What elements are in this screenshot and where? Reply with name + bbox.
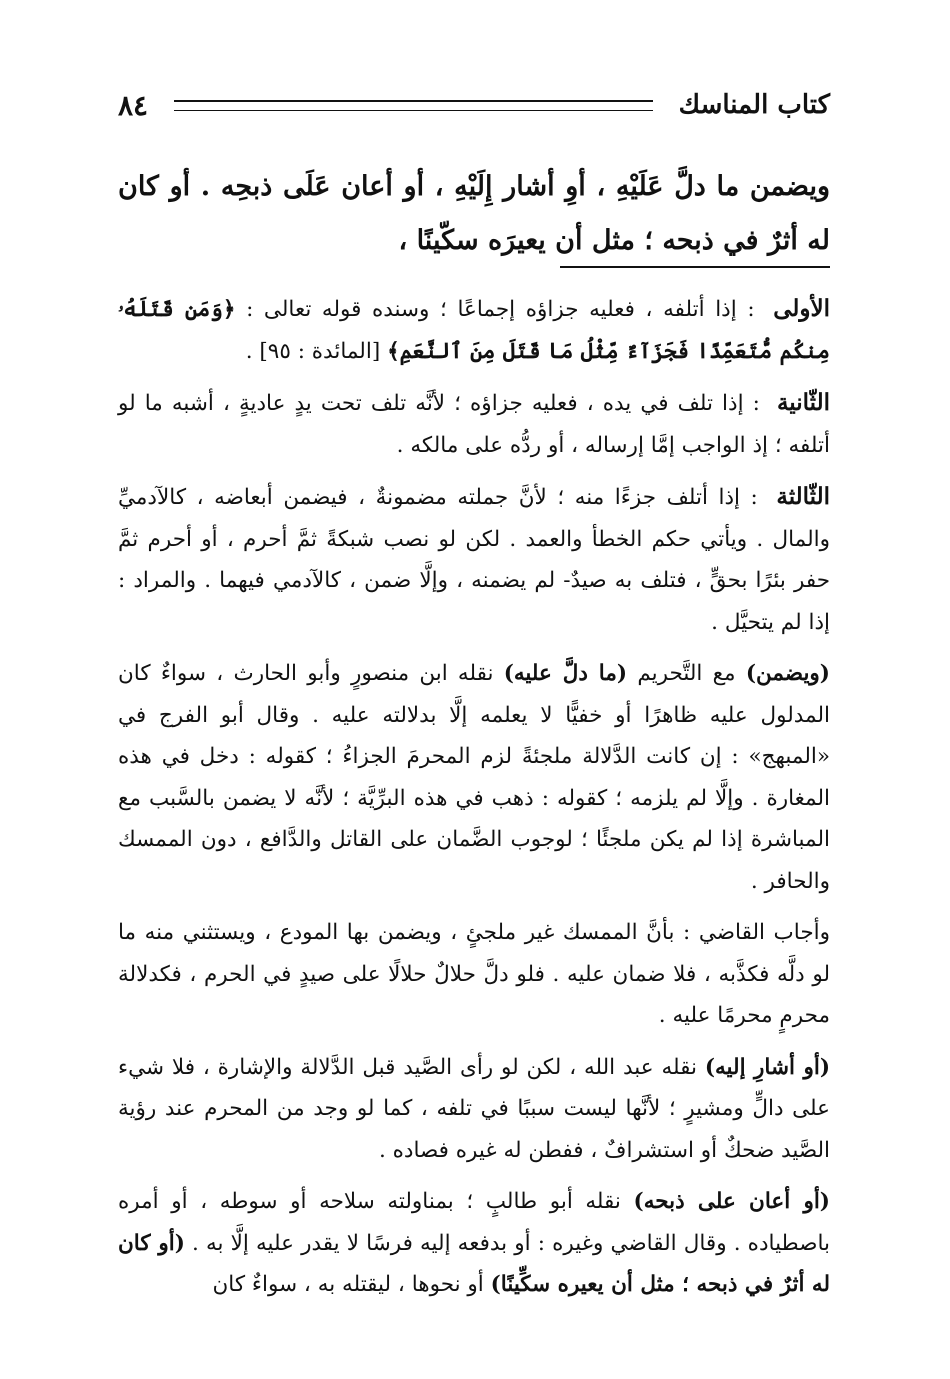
paragraph-qadi: [118, 912, 830, 1037]
quran-verse: ﴿وَمَن قَتَلَهُۥ مِنكُم مُّتَعَمِّدًا فَجَزَآءٌ مِّثْلُ مَا قَتَلَ مِنَ ٱلنَّعَمِ﴾: [118, 297, 830, 364]
paragraph-text: مع التَّحريم: [637, 661, 736, 686]
quoted-matn: (أو أعان على ذبحه): [633, 1189, 830, 1214]
quoted-matn: (أو كان له أثرٌ في ذبحه ؛ مثل أن يعيره سكِّينًا): [118, 1230, 830, 1297]
verse-reference: [المائدة : ٩٥] .: [245, 338, 381, 364]
header-rule: [174, 100, 653, 111]
paragraph-lead: الثّالثة: [776, 483, 830, 510]
running-header: [118, 80, 830, 130]
quoted-matn: (ما دلَّ عليه): [503, 661, 628, 686]
paragraph-first: [118, 288, 830, 372]
paragraph-lead: الثّانية: [776, 389, 830, 416]
paragraph-yadmanu: [118, 653, 830, 902]
matn-line-2: في ذبحه ؛ مثل أن يعيرَه سكّينًا ،: [398, 225, 759, 256]
paragraph-text: وأجاب القاضي : بأنَّ الممسك غير ملجئٍ ، ويضمن بها المودع ، ويستثني منه ما لو دلَّه فكذَّبه ، فلا ضمان عليه . فلو دلَّ حلالٌ حلالًا على صيدٍ في الحرم ، فكدلالة محرمٍ محرمًا عليه .: [118, 920, 830, 1028]
paragraph-text: : إذا تلف في يده ، فعليه جزاؤه ؛ لأنَّه تلف تحت يدٍ عاديةٍ ، أشبه ما لو أتلفه ؛ إذ الواجب إمَّا إرساله ، أو ردُّه على مالكه .: [118, 391, 830, 458]
paragraph-text: أو نحوها ، ليقتله به ، سواءٌ كان: [212, 1272, 484, 1297]
paragraph-text: نقله ابن منصورٍ وأبو الحارث ، سواءٌ كان المدلول عليه ظاهرًا أو خفيًّا لا يعلمه إلَّا بدلالته عليه . وقال أبو الفرج في «المبهج» : إن كانت الدَّلالة ملجئةً لزم المحرمَ الجزاءُ ؛ كقوله : دخل في هذه المغارة . وإلَّا لم يلزمه ؛ كقوله : ذهب في هذه البرِّيَّة ؛ لأنَّه لا يضمن بالسَّبب مع المباشرة إذا لم يكن ملجئًا ؛ لوجوب الضَّمان على القاتل والدَّافع ، دون الممسك والحافر .: [118, 661, 830, 894]
paragraph-third: [118, 476, 830, 643]
paragraph-text: : إذا أتلف جزءًا منه ؛ لأنَّ جملته مضمونةٌ ، فيضمن أبعاضه ، كالآدميِّ والمال . ويأتي حكم الخطأ والعمد . لكن لو نصب شبكةً ثمَّ أحرم ، أو أحرم ثمَّ حفر بئرًا بحقٍّ ، فتلف به صيدٌ- لم يضمنه ، وإلَّا ضمن ، كالآدمي فيهما . والمراد : إذا لم يتحيَّل .: [118, 485, 830, 635]
paragraph-text: نقله عبد الله ، لكن لو رأى الصَّيد قبل الدَّلالة والإشارة ، فلا شيء على دالٍّ ومشيرٍ ؛ لأنَّها ليست سببًا في تلفه ، كما لو وجد من المحرم عند رؤية الصَّيد ضحكٌ أو استشرافٌ ، ففطن له غيره فصاده .: [118, 1054, 830, 1163]
quoted-matn: (أو أشارِ إليه): [704, 1054, 830, 1080]
paragraph-lead: الأولى: [773, 295, 830, 322]
paragraph-second: [118, 382, 830, 466]
paragraph-text: : إذا أتلفه ، فعليه جزاؤه إجماعًا ؛ وسنده قوله تعالى :: [246, 297, 755, 322]
paragraph-text: نقله أبو طالبٍ ؛ بمناولته سلاحه أو سوطه ، أو أمره باصطياده . وقال القاضي وغيره : أو بدفعه إليه فرسًا لا يقدر عليه إلَّا به .: [118, 1189, 830, 1256]
matn-underline: [560, 266, 830, 268]
sharh-body: [118, 288, 830, 1316]
matn-line-1: ويضمن ما دلَّ عَلَيْهِ ، أوِ أشار إِلَيْهِ ، أو أعان عَلَى ذبحِه . أو كان له أثرٌ: [118, 171, 830, 256]
paragraph-iana: [118, 1181, 830, 1306]
matn-text: [118, 160, 830, 268]
paragraph-ishara: [118, 1047, 830, 1172]
page-number: ٨٤: [118, 88, 149, 122]
book-title: كتاب المناسك: [678, 90, 830, 120]
quoted-matn: (ويضمن): [745, 661, 830, 686]
